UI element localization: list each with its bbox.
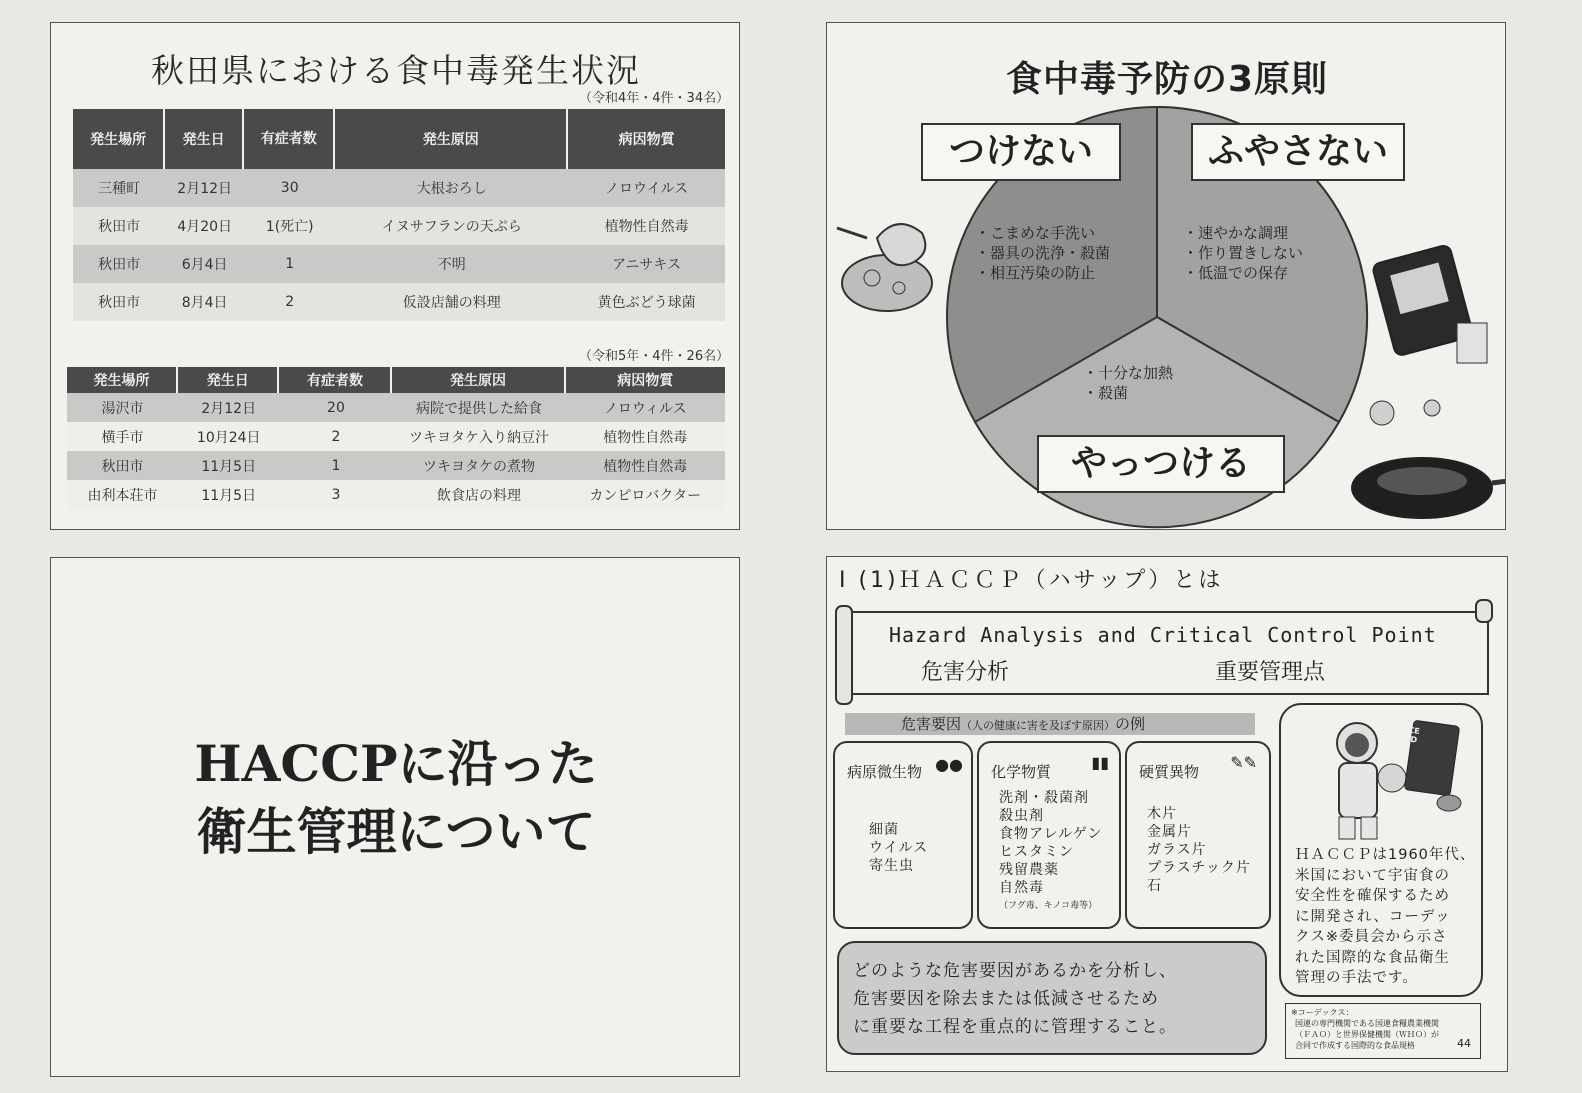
table-r4 bbox=[73, 109, 725, 321]
summary-text bbox=[853, 957, 1177, 1041]
list-note: （フグ毒、キノコ毒等） bbox=[999, 901, 1098, 911]
cell: 秋田市 bbox=[73, 283, 165, 321]
th-count: 有症者数 bbox=[244, 109, 335, 169]
side-info-box bbox=[1279, 703, 1483, 997]
list-item: 木片 bbox=[1147, 806, 1177, 822]
cell: 11月5日 bbox=[178, 480, 279, 509]
cell: イヌサフランの天ぷら bbox=[335, 207, 568, 245]
hazard-title: 危害要因 bbox=[901, 715, 962, 733]
codex-line: 国連の専門機関である国連食糧農業機関 bbox=[1295, 1019, 1439, 1028]
box-chemicals bbox=[977, 741, 1121, 929]
cell: 植物性自然毒 bbox=[568, 207, 725, 245]
list-item: 殺虫剤 bbox=[999, 808, 1044, 824]
cell: 仮設店舗の料理 bbox=[335, 283, 568, 321]
side-line: れた国際的な食品衛生 bbox=[1295, 949, 1450, 966]
spray-bottle-icon: ▮▮ bbox=[1091, 753, 1109, 772]
cell: ノロウィルス bbox=[566, 393, 725, 422]
box-foreign-head: 硬質異物 bbox=[1139, 763, 1200, 781]
slide-food-poisoning-status bbox=[50, 22, 740, 530]
list-item: 自然毒 bbox=[999, 880, 1044, 896]
page-number: 44 bbox=[1457, 1037, 1471, 1050]
label-yattsukeru: やっつける bbox=[1037, 435, 1285, 493]
scroll-hazard-analysis: 危害分析 bbox=[921, 660, 1010, 685]
cell: 秋田市 bbox=[73, 207, 165, 245]
cell: 2月12日 bbox=[165, 169, 244, 207]
note-r5: （令和5年・4件・26名） bbox=[579, 349, 730, 364]
codex-note bbox=[1285, 1003, 1481, 1059]
list-item: ・作り置きしない bbox=[1183, 244, 1304, 262]
hazard-title-bar bbox=[845, 713, 1255, 735]
scroll-right-roll bbox=[1475, 599, 1493, 623]
table-row bbox=[73, 169, 725, 207]
cell: 不明 bbox=[335, 245, 568, 283]
cell: 1(死亡) bbox=[244, 207, 335, 245]
cell: 秋田市 bbox=[67, 451, 178, 480]
list-item: 残留農薬 bbox=[999, 862, 1059, 878]
list-item: ・器具の洗浄・殺菌 bbox=[975, 244, 1111, 262]
list-item: ・殺菌 bbox=[1083, 384, 1129, 402]
table-row bbox=[73, 207, 725, 245]
yattsukeru-list bbox=[1083, 363, 1173, 403]
slide-three-principles bbox=[826, 22, 1506, 530]
space-food-label: SPACE FOOD bbox=[1390, 723, 1421, 745]
scroll-english: Hazard Analysis and Critical Control Point bbox=[889, 623, 1437, 647]
table-row bbox=[73, 245, 725, 283]
cell: 8月4日 bbox=[165, 283, 244, 321]
table-header bbox=[73, 109, 725, 169]
cell: 横手市 bbox=[67, 422, 178, 451]
cell: 病院で提供した給食 bbox=[392, 393, 565, 422]
cell: 秋田市 bbox=[73, 245, 165, 283]
codex-line: （ＦＡＯ）と世界保健機関（ＷＨＯ）が bbox=[1295, 1030, 1439, 1039]
box-pathogens-head: 病原微生物 bbox=[847, 763, 923, 781]
cell: ツキヨタケ入り納豆汁 bbox=[392, 422, 565, 451]
slide2-title: 食中毒予防の3原則 bbox=[1005, 59, 1329, 100]
slide-haccp-definition bbox=[826, 556, 1508, 1072]
cell: 植物性自然毒 bbox=[566, 422, 725, 451]
summary-box bbox=[837, 941, 1267, 1055]
cell: 2月12日 bbox=[178, 393, 279, 422]
table-row bbox=[73, 283, 725, 321]
cell: 20 bbox=[279, 393, 392, 422]
side-line: 安全性を確保するため bbox=[1295, 888, 1450, 904]
cell: 3 bbox=[279, 480, 392, 509]
list-item: 金属片 bbox=[1147, 824, 1192, 840]
table-row bbox=[67, 393, 725, 422]
haccp-title-line2: 衛生管理について bbox=[196, 802, 596, 861]
cell: 11月5日 bbox=[178, 451, 279, 480]
th-place: 発生場所 bbox=[73, 109, 165, 169]
summary-line: どのような危害要因があるかを分析し、 bbox=[853, 961, 1177, 981]
side-line: 米国において宇宙食の bbox=[1295, 867, 1450, 884]
cell: 4月20日 bbox=[165, 207, 244, 245]
scroll-ccp: 重要管理点 bbox=[1215, 660, 1326, 685]
cell: ツキヨタケの煮物 bbox=[392, 451, 565, 480]
frying-pan-illustration bbox=[1352, 400, 1506, 518]
cell: 植物性自然毒 bbox=[566, 451, 725, 480]
cell: 由利本荘市 bbox=[67, 480, 178, 509]
cell: 6月4日 bbox=[165, 245, 244, 283]
fuyasanai-list bbox=[1183, 223, 1303, 283]
box-foreign-list bbox=[1147, 805, 1251, 895]
refrigerator-bag-illustration bbox=[1372, 244, 1487, 363]
th-cause: 発生原因 bbox=[392, 367, 565, 393]
list-item: ヒスタミン bbox=[999, 844, 1074, 860]
hazard-title-sub: （人の健康に害を及ぼす原因） bbox=[961, 719, 1116, 732]
note-r4: （令和4年・4件・34名） bbox=[579, 91, 730, 106]
side-line: に開発され、コーデッ bbox=[1295, 908, 1451, 925]
side-line: クス※委員会から示さ bbox=[1295, 929, 1448, 945]
side-line: 管理の手法です。 bbox=[1295, 970, 1418, 986]
cell: 黄色ぶどう球菌 bbox=[568, 283, 725, 321]
side-text bbox=[1295, 845, 1475, 989]
list-item: ・速やかな調理 bbox=[1183, 224, 1289, 242]
cell: 30 bbox=[244, 169, 335, 207]
list-item: ウイルス bbox=[869, 840, 929, 856]
cell: 2 bbox=[244, 283, 335, 321]
cell: 10月24日 bbox=[178, 422, 279, 451]
cell: 湯沢市 bbox=[67, 393, 178, 422]
cell: 大根おろし bbox=[335, 169, 568, 207]
side-line: ＨＡＣＣＰは1960年代、 bbox=[1295, 847, 1476, 863]
cell: 1 bbox=[279, 451, 392, 480]
th-agent: 病因物質 bbox=[566, 367, 725, 393]
box-pathogens bbox=[833, 741, 973, 929]
summary-line: に重要な工程を重点的に管理すること。 bbox=[853, 1017, 1177, 1037]
summary-line: 危害要因を除去または低減させるため bbox=[853, 989, 1159, 1009]
slide1-title: 秋田県における食中毒発生状況 bbox=[151, 51, 641, 90]
th-date: 発生日 bbox=[178, 367, 279, 393]
cell: 1 bbox=[244, 245, 335, 283]
table-row bbox=[67, 422, 725, 451]
table-header bbox=[67, 367, 725, 393]
table-row bbox=[67, 480, 725, 509]
table-row bbox=[67, 451, 725, 480]
scroll-banner bbox=[839, 611, 1489, 695]
list-item: 石 bbox=[1147, 878, 1162, 894]
box-chemicals-list bbox=[999, 789, 1103, 915]
slide4-heading: Ⅰ (1)ＨＡＣＣＰ（ハサップ）とは bbox=[839, 568, 1224, 593]
hazard-title-end: の例 bbox=[1115, 715, 1146, 733]
list-item: ガラス片 bbox=[1147, 842, 1207, 858]
slide-haccp-title bbox=[50, 557, 740, 1077]
tsukenai-list bbox=[975, 223, 1110, 283]
list-item: 洗剤・殺菌剤 bbox=[999, 790, 1089, 806]
label-fuyasanai: ふやさない bbox=[1191, 123, 1405, 181]
cell: 三種町 bbox=[73, 169, 165, 207]
th-cause: 発生原因 bbox=[335, 109, 568, 169]
hand-wash-illustration bbox=[837, 224, 932, 311]
list-item: ・低温での保存 bbox=[1183, 264, 1289, 282]
haccp-title-line1: HACCPに沿った bbox=[194, 734, 598, 793]
list-item: ・こまめな手洗い bbox=[975, 224, 1096, 242]
cell: ノロウイルス bbox=[568, 169, 725, 207]
haccp-title bbox=[51, 730, 740, 866]
list-item: 細菌 bbox=[869, 822, 899, 838]
list-item: ・相互汚染の防止 bbox=[975, 264, 1096, 282]
cell: アニサキス bbox=[568, 245, 725, 283]
scroll-left-roll bbox=[835, 605, 853, 705]
codex-line: ※コーデックス： bbox=[1291, 1008, 1354, 1017]
list-item: ・十分な加熱 bbox=[1083, 364, 1174, 382]
screw-icon: ✎✎ bbox=[1230, 753, 1257, 772]
th-agent: 病因物質 bbox=[568, 109, 725, 169]
list-item: 食物アレルゲン bbox=[999, 826, 1103, 842]
list-item: プラスチック片 bbox=[1147, 860, 1251, 876]
germ-icon: ●● bbox=[935, 755, 963, 774]
th-date: 発生日 bbox=[165, 109, 244, 169]
box-pathogens-list bbox=[869, 821, 928, 875]
cell: カンピロバクター bbox=[566, 480, 725, 509]
table-r5 bbox=[67, 367, 725, 509]
th-place: 発生場所 bbox=[67, 367, 178, 393]
cell: 飲食店の料理 bbox=[392, 480, 565, 509]
box-foreign-matter bbox=[1125, 741, 1271, 929]
codex-line: 合同で作成する国際的な食品規格 bbox=[1295, 1041, 1415, 1050]
label-tsukenai: つけない bbox=[921, 123, 1121, 181]
list-item: 寄生虫 bbox=[869, 858, 914, 874]
th-count: 有症者数 bbox=[279, 367, 392, 393]
cell: 2 bbox=[279, 422, 392, 451]
box-chemicals-head: 化学物質 bbox=[991, 763, 1052, 781]
